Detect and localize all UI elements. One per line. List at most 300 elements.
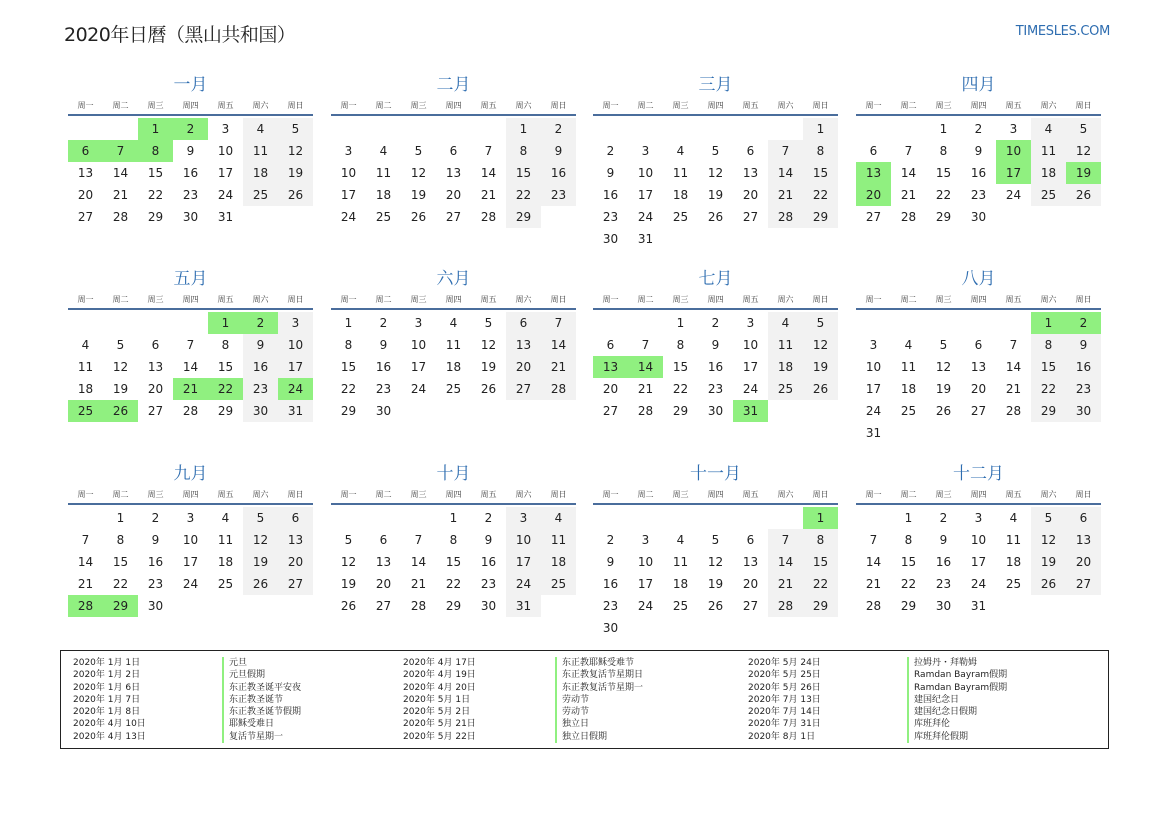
day-cell: 26 — [935, 404, 952, 418]
weekday-label: 周二 — [900, 101, 917, 110]
day-grid — [68, 507, 313, 617]
month-block — [593, 463, 838, 639]
month-block — [856, 268, 1101, 444]
weekday-label: 周三 — [147, 295, 164, 304]
day-cell: 18 — [1005, 555, 1022, 569]
empty-cell — [698, 507, 733, 529]
day-cell: 5 — [116, 338, 125, 352]
legend-holiday-name: 劳动节 — [562, 707, 590, 718]
day-cell: 11 — [445, 338, 462, 352]
legend-holiday-name: 复活节星期一 — [229, 731, 284, 742]
day-cell: 29 — [147, 210, 164, 224]
weekday-label: 周四 — [970, 101, 987, 110]
day-cell: 30 — [182, 210, 199, 224]
month-title: 三月 — [698, 75, 733, 95]
weekday-label: 周六 — [777, 101, 794, 110]
weekday-label: 周六 — [252, 295, 269, 304]
day-cell: 15 — [1031, 356, 1066, 378]
day-cell: 28 — [112, 210, 129, 224]
day-cell: 21 — [480, 188, 497, 202]
weekday-label: 周六 — [1040, 295, 1057, 304]
day-cell: 9 — [939, 533, 948, 547]
legend-date-column — [403, 657, 476, 743]
month-title: 十月 — [436, 464, 471, 484]
day-cell: 17 — [637, 188, 654, 202]
day-cell: 27 — [445, 210, 462, 224]
day-cell: 10 — [182, 533, 199, 547]
day-cell: 17 — [278, 356, 313, 378]
day-cell: 2 — [974, 122, 983, 136]
weekday-label: 周五 — [217, 490, 234, 499]
empty-cell — [593, 312, 628, 334]
day-cell: 5 — [484, 316, 493, 330]
day-cell: 7 — [869, 533, 878, 547]
day-cell: 5 — [803, 312, 838, 334]
weekday-label: 周三 — [410, 295, 427, 304]
day-cell: 2 — [151, 511, 160, 525]
day-cell: 22 — [445, 577, 462, 591]
empty-cell — [856, 312, 891, 334]
empty-cell — [663, 118, 698, 140]
day-cell: 28 — [182, 404, 199, 418]
day-cell: 3 — [1009, 122, 1018, 136]
day-grid — [331, 312, 576, 422]
day-cell: 19 — [1031, 551, 1066, 573]
empty-cell — [366, 118, 401, 140]
month-block — [593, 268, 838, 422]
day-cell: 9 — [606, 555, 615, 569]
day-cell: 27 — [278, 573, 313, 595]
weekday-label: 周五 — [480, 490, 497, 499]
day-cell: 3 — [506, 507, 541, 529]
day-cell: 15 — [147, 166, 164, 180]
day-cell: 22 — [340, 382, 357, 396]
day-cell: 7 — [81, 533, 90, 547]
day-cell-holiday: 7 — [103, 140, 138, 162]
day-cell: 18 — [541, 551, 576, 573]
day-cell: 2 — [606, 533, 615, 547]
day-cell: 10 — [865, 360, 882, 374]
day-cell: 14 — [541, 334, 576, 356]
day-cell: 21 — [77, 577, 94, 591]
weekday-label: 周三 — [935, 101, 952, 110]
weekday-header — [68, 294, 313, 310]
day-cell: 25 — [768, 378, 803, 400]
day-cell: 5 — [344, 533, 353, 547]
day-cell: 15 — [672, 360, 689, 374]
day-cell-holiday: 1 — [208, 312, 243, 334]
weekday-label: 周五 — [480, 295, 497, 304]
day-cell: 18 — [445, 360, 462, 374]
day-cell: 3 — [641, 533, 650, 547]
day-cell: 9 — [606, 166, 615, 180]
day-cell: 27 — [147, 404, 164, 418]
day-cell: 20 — [445, 188, 462, 202]
weekday-label: 周二 — [375, 490, 392, 499]
day-cell: 19 — [803, 356, 838, 378]
empty-cell — [628, 507, 663, 529]
weekday-label: 周五 — [742, 490, 759, 499]
weekday-label: 周三 — [935, 295, 952, 304]
weekday-label: 周一 — [602, 295, 619, 304]
day-grid — [593, 312, 838, 422]
weekday-label: 周二 — [637, 101, 654, 110]
day-cell: 10 — [637, 166, 654, 180]
day-cell: 5 — [1066, 118, 1101, 140]
day-cell: 19 — [340, 577, 357, 591]
day-cell: 8 — [1031, 334, 1066, 356]
day-cell: 24 — [182, 577, 199, 591]
day-cell: 3 — [869, 338, 878, 352]
day-cell: 11 — [375, 166, 392, 180]
day-cell: 20 — [1066, 551, 1101, 573]
day-cell: 12 — [480, 338, 497, 352]
legend-holiday-name: 建国纪念日假期 — [914, 707, 978, 718]
day-cell: 27 — [602, 404, 619, 418]
empty-cell — [663, 507, 698, 529]
empty-cell — [628, 118, 663, 140]
day-cell: 1 — [904, 511, 913, 525]
legend-date: 2020年 4月 19日 — [403, 670, 476, 681]
legend-date: 2020年 5月 24日 — [748, 658, 821, 668]
day-cell: 20 — [278, 551, 313, 573]
day-cell: 14 — [112, 166, 129, 180]
day-cell: 21 — [900, 188, 917, 202]
day-cell: 18 — [768, 356, 803, 378]
day-cell: 15 — [445, 555, 462, 569]
legend-holiday-name: 东正教复活节星期日 — [562, 670, 644, 681]
day-cell: 9 — [151, 533, 160, 547]
month-title: 五月 — [173, 269, 208, 289]
weekday-label: 周日 — [812, 295, 829, 304]
day-grid — [856, 507, 1101, 617]
day-cell: 5 — [1031, 507, 1066, 529]
empty-cell — [103, 118, 138, 140]
legend-holiday-name: 东正教耶稣受难节 — [562, 658, 635, 668]
weekday-label: 周五 — [1005, 295, 1022, 304]
day-cell: 18 — [672, 188, 689, 202]
empty-cell — [628, 312, 663, 334]
day-cell: 23 — [707, 382, 724, 396]
day-cell-holiday: 24 — [278, 378, 313, 400]
empty-cell — [768, 118, 803, 140]
day-cell: 16 — [602, 577, 619, 591]
day-cell: 9 — [186, 144, 195, 158]
day-cell: 16 — [375, 360, 392, 374]
day-cell: 4 — [449, 316, 458, 330]
day-cell: 16 — [182, 166, 199, 180]
day-cell: 30 — [707, 404, 724, 418]
day-cell: 1 — [449, 511, 458, 525]
empty-cell — [401, 507, 436, 529]
day-cell: 28 — [768, 595, 803, 617]
legend-holiday-name: 库班拜伦假期 — [914, 731, 969, 742]
day-cell: 4 — [676, 144, 685, 158]
empty-cell — [68, 118, 103, 140]
day-cell: 21 — [541, 356, 576, 378]
day-cell: 8 — [449, 533, 458, 547]
day-cell: 26 — [480, 382, 497, 396]
weekday-label: 周六 — [1040, 101, 1057, 110]
day-cell: 23 — [1066, 378, 1101, 400]
legend-date: 2020年 7月 31日 — [748, 719, 821, 730]
day-grid — [593, 118, 838, 250]
day-cell: 13 — [445, 166, 462, 180]
empty-cell — [856, 118, 891, 140]
day-cell: 16 — [1066, 356, 1101, 378]
day-cell: 6 — [746, 533, 755, 547]
day-cell: 25 — [1031, 184, 1066, 206]
day-cell: 25 — [217, 577, 234, 591]
weekday-label: 周五 — [1005, 101, 1022, 110]
day-cell: 30 — [147, 599, 164, 613]
weekday-label: 周一 — [77, 490, 94, 499]
day-cell: 8 — [939, 144, 948, 158]
day-cell: 28 — [865, 599, 882, 613]
day-cell: 9 — [974, 144, 983, 158]
day-cell: 18 — [900, 382, 917, 396]
day-cell: 9 — [541, 140, 576, 162]
weekday-label: 周日 — [1075, 101, 1092, 110]
day-cell: 12 — [1066, 140, 1101, 162]
day-cell: 23 — [602, 210, 619, 224]
day-cell-holiday: 26 — [103, 400, 138, 422]
day-cell: 25 — [900, 404, 917, 418]
day-cell: 26 — [1031, 573, 1066, 595]
weekday-header — [593, 100, 838, 116]
day-cell: 19 — [278, 162, 313, 184]
weekday-header — [856, 100, 1101, 116]
day-cell: 1 — [676, 316, 685, 330]
day-cell: 24 — [742, 382, 759, 396]
weekday-label: 周四 — [707, 295, 724, 304]
legend-holiday-name: 东正教复活节星期一 — [562, 682, 644, 693]
legend-date: 2020年 5月 2日 — [403, 707, 471, 718]
day-cell: 25 — [375, 210, 392, 224]
day-cell: 13 — [742, 555, 759, 569]
weekday-label: 周六 — [1040, 490, 1057, 499]
day-cell: 3 — [186, 511, 195, 525]
day-cell: 11 — [77, 360, 94, 374]
day-cell: 27 — [865, 210, 882, 224]
day-cell: 14 — [480, 166, 497, 180]
day-cell: 30 — [935, 599, 952, 613]
day-cell: 31 — [865, 426, 882, 440]
weekday-label: 周三 — [410, 490, 427, 499]
weekday-header — [856, 294, 1101, 310]
day-cell: 24 — [970, 577, 987, 591]
legend-date: 2020年 7月 13日 — [748, 694, 821, 705]
day-cell: 13 — [278, 529, 313, 551]
empty-cell — [733, 118, 768, 140]
empty-cell — [401, 118, 436, 140]
legend-date-column — [73, 657, 146, 743]
day-cell: 25 — [672, 599, 689, 613]
day-cell: 6 — [746, 144, 755, 158]
day-cell: 8 — [116, 533, 125, 547]
day-cell: 11 — [541, 529, 576, 551]
day-cell: 14 — [768, 162, 803, 184]
day-cell: 19 — [480, 360, 497, 374]
day-cell: 4 — [676, 533, 685, 547]
day-grid — [856, 312, 1101, 444]
month-title: 四月 — [961, 75, 996, 95]
holiday-legend — [60, 650, 1109, 749]
day-cell: 30 — [375, 404, 392, 418]
legend-holiday-name: 拉姆丹・拜勒姆 — [914, 658, 978, 668]
weekday-label: 周四 — [445, 295, 462, 304]
day-cell: 27 — [77, 210, 94, 224]
day-cell: 14 — [410, 555, 427, 569]
empty-cell — [996, 312, 1031, 334]
month-block — [331, 268, 576, 422]
empty-cell — [733, 507, 768, 529]
empty-cell — [926, 312, 961, 334]
day-cell: 19 — [243, 551, 278, 573]
day-cell: 22 — [900, 577, 917, 591]
day-cell: 21 — [1005, 382, 1022, 396]
day-cell: 17 — [742, 360, 759, 374]
day-cell: 26 — [707, 599, 724, 613]
day-cell: 2 — [711, 316, 720, 330]
day-cell: 20 — [77, 188, 94, 202]
weekday-label: 周一 — [340, 490, 357, 499]
weekday-label: 周三 — [935, 490, 952, 499]
day-cell: 25 — [445, 382, 462, 396]
day-cell: 24 — [506, 573, 541, 595]
weekday-label: 周四 — [182, 295, 199, 304]
day-cell: 6 — [506, 312, 541, 334]
weekday-label: 周三 — [672, 295, 689, 304]
weekday-label: 周日 — [287, 101, 304, 110]
month-title: 九月 — [173, 464, 208, 484]
empty-cell — [366, 507, 401, 529]
day-cell: 18 — [672, 577, 689, 591]
site-link[interactable]: TIMESLES.COM — [1015, 24, 1110, 39]
day-cell: 23 — [147, 577, 164, 591]
day-cell: 28 — [768, 206, 803, 228]
day-cell: 25 — [1005, 577, 1022, 591]
day-cell: 9 — [484, 533, 493, 547]
weekday-label: 周一 — [340, 295, 357, 304]
day-cell: 16 — [541, 162, 576, 184]
weekday-header — [68, 489, 313, 505]
day-cell: 29 — [935, 210, 952, 224]
legend-date: 2020年 4月 20日 — [403, 682, 476, 693]
weekday-label: 周二 — [375, 101, 392, 110]
day-cell: 5 — [243, 507, 278, 529]
legend-date: 2020年 5月 21日 — [403, 719, 476, 730]
day-cell: 31 — [278, 400, 313, 422]
weekday-label: 周四 — [445, 101, 462, 110]
legend-date: 2020年 4月 13日 — [73, 731, 146, 742]
day-cell: 21 — [637, 382, 654, 396]
legend-holiday-name: 元旦假期 — [229, 670, 266, 681]
day-cell: 22 — [935, 188, 952, 202]
day-cell: 29 — [445, 599, 462, 613]
day-cell-holiday: 13 — [856, 162, 891, 184]
day-cell: 15 — [900, 555, 917, 569]
day-cell: 24 — [340, 210, 357, 224]
day-cell: 13 — [77, 166, 94, 180]
month-block — [593, 74, 838, 250]
day-cell: 2 — [606, 144, 615, 158]
day-cell: 1 — [116, 511, 125, 525]
day-cell-holiday: 29 — [103, 595, 138, 617]
legend-name-column — [907, 657, 1007, 743]
month-title: 十二月 — [953, 464, 1004, 484]
day-cell: 7 — [641, 338, 650, 352]
day-cell: 27 — [375, 599, 392, 613]
weekday-label: 周五 — [1005, 490, 1022, 499]
day-cell: 4 — [221, 511, 230, 525]
weekday-label: 周二 — [112, 101, 129, 110]
month-title: 二月 — [436, 75, 471, 95]
page-title: 2020年日曆（黑山共和国） — [64, 24, 296, 46]
day-cell: 16 — [707, 360, 724, 374]
day-cell-holiday: 22 — [208, 378, 243, 400]
day-cell: 3 — [974, 511, 983, 525]
empty-cell — [891, 118, 926, 140]
empty-cell — [891, 312, 926, 334]
legend-date: 2020年 4月 10日 — [73, 719, 146, 730]
day-cell-holiday: 1 — [803, 507, 838, 529]
weekday-label: 周四 — [182, 101, 199, 110]
legend-holiday-name: 独立日假期 — [562, 731, 608, 742]
month-block — [856, 463, 1101, 617]
day-cell: 4 — [768, 312, 803, 334]
day-cell: 23 — [243, 378, 278, 400]
day-cell: 27 — [1066, 573, 1101, 595]
day-cell: 1 — [344, 316, 353, 330]
month-title: 十一月 — [690, 464, 741, 484]
day-cell: 4 — [379, 144, 388, 158]
legend-holiday-name: Ramdan Bayram假期 — [914, 682, 1008, 693]
day-cell: 17 — [182, 555, 199, 569]
month-block — [68, 74, 313, 228]
day-cell: 11 — [1031, 140, 1066, 162]
day-cell: 14 — [1005, 360, 1022, 374]
day-grid — [331, 118, 576, 228]
empty-cell — [68, 507, 103, 529]
legend-date: 2020年 1月 7日 — [73, 694, 141, 705]
legend-date: 2020年 5月 26日 — [748, 682, 821, 693]
weekday-header — [331, 489, 576, 505]
day-cell-holiday: 1 — [138, 118, 173, 140]
day-cell: 31 — [970, 599, 987, 613]
weekday-label: 周日 — [287, 295, 304, 304]
day-cell: 30 — [1066, 400, 1101, 422]
day-cell-holiday: 6 — [68, 140, 103, 162]
day-cell: 23 — [182, 188, 199, 202]
weekday-header — [331, 294, 576, 310]
day-cell: 20 — [506, 356, 541, 378]
weekday-label: 周四 — [707, 101, 724, 110]
legend-date: 2020年 5月 1日 — [403, 694, 471, 705]
day-cell: 28 — [480, 210, 497, 224]
day-cell: 17 — [340, 188, 357, 202]
day-cell: 30 — [602, 621, 619, 635]
day-cell: 12 — [803, 334, 838, 356]
day-cell: 9 — [711, 338, 720, 352]
legend-name-column — [222, 657, 301, 743]
day-cell: 26 — [803, 378, 838, 400]
day-cell: 6 — [974, 338, 983, 352]
weekday-label: 周六 — [515, 490, 532, 499]
day-cell: 27 — [742, 599, 759, 613]
day-cell: 8 — [803, 529, 838, 551]
day-cell-holiday: 8 — [138, 140, 173, 162]
